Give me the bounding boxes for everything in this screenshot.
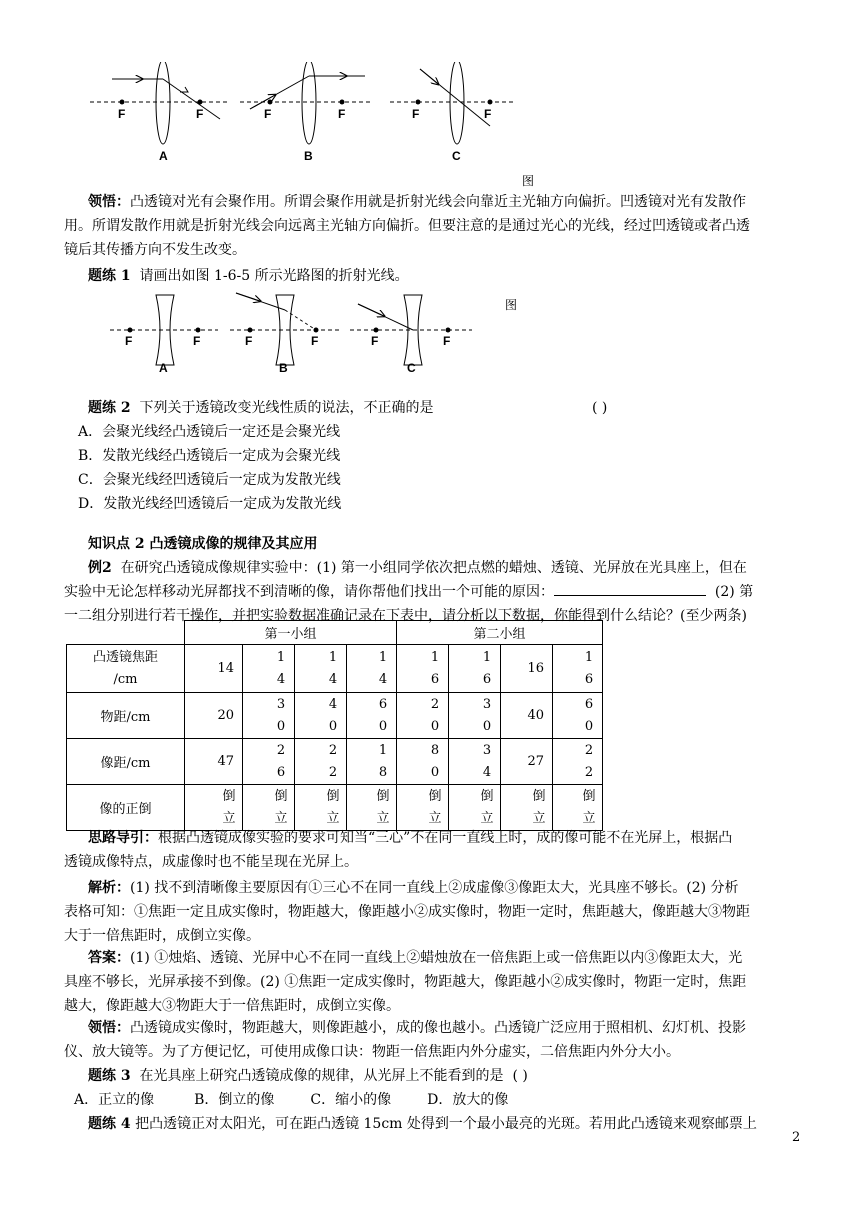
table-cell: 40: [295, 693, 347, 739]
guide-paragraph: 思路导引：根据凸透镜成像实验的要求可知当“三心”不在同一直线上时，成的像可能不在光屏上，根据凸 透镜成像特点，成虚像时也不能呈现在光屏上。: [64, 830, 733, 870]
exercise-label: 题练 1: [88, 268, 131, 284]
answer-blank[interactable]: [554, 580, 706, 596]
focus-label: F: [412, 107, 420, 121]
option-a: A．会聚光线经凸透镜后一定还是会聚光线: [78, 424, 341, 440]
table-cell: 18: [347, 739, 397, 785]
concave-lens-c: [350, 295, 472, 375]
insight-label: 领悟：: [88, 1020, 130, 1036]
exercise-3: 题练 3 在光具座上研究凸透镜成像的规律，从光屏上不能看到的是 ( ) A．正立的像 B．倒立的像 C．缩小的像 D．放大的像: [74, 1068, 528, 1108]
table-cell: 倒立: [185, 785, 243, 831]
row-header: 物距/cm: [67, 693, 185, 739]
table-cell: 14: [243, 645, 295, 693]
answer-paragraph: 答案：(1) ①烛焰、透镜、光屏中心不在同一直线上②蜡烛放在一倍焦距上或一倍焦距以内③像距太大，光 具座不够长，光屏承接不到像。(2) ①焦距一定成实像时，物距越大，像距越小②成实像时，物距一定时，焦距 越大，像距越大③物距大于一倍焦距时，成倒立实像。: [64, 950, 747, 1014]
answer-paren: ( ): [512, 1068, 528, 1084]
table-cell: 60: [347, 693, 397, 739]
figure-label-b: B: [279, 361, 288, 375]
option-d: D．发散光线经凹透镜后一定成为发散光线: [78, 496, 342, 512]
convex-lens-b: [240, 62, 372, 163]
convex-lens-figure: [80, 62, 540, 168]
experiment-table: [66, 620, 603, 831]
insight-paragraph: 领悟：凸透镜对光有会聚作用。所谓会聚作用就是折射光线会向靠近主光轴方向偏折。凹透镜对光有发散作 用。所谓发散作用就是折射光线会向远离主光轴方向偏折。但要注意的是通过光心的光线，经过凹透镜或者凸透 镜后其传播方向不发生改变。: [64, 194, 750, 258]
analysis-paragraph: 解析：(1) 找不到清晰像主要原因有①三心不在同一直线上②成虚像③像距太大，光具座不够长。(2) 分析 表格可知：①焦距一定且成实像时，物距越大，像距越小②成实像时，物距一定时，焦距越大，像距越大③物距 大于一倍焦距时，成倒立实像。: [64, 880, 750, 944]
figure-label-c: C: [407, 361, 416, 375]
figure-label-a: A: [159, 149, 168, 163]
page-number: 2: [792, 1130, 801, 1145]
row-header: 像距/cm: [67, 739, 185, 785]
answer-paren: ( ): [592, 400, 608, 416]
row-header: 凸透镜焦距 /cm: [67, 645, 185, 693]
focus-label: F: [371, 334, 379, 348]
table-row: [67, 645, 603, 693]
table-cell: 倒立: [553, 785, 603, 831]
table-cell: 40: [501, 693, 553, 739]
table-cell: 34: [449, 739, 501, 785]
group-1-header: 第一小组: [185, 621, 397, 645]
table-cell: 倒立: [243, 785, 295, 831]
focus-label: F: [193, 334, 201, 348]
concave-lens-figure: [100, 290, 480, 376]
table-cell: 30: [449, 693, 501, 739]
table-cell: 14: [347, 645, 397, 693]
table-cell: 倒立: [501, 785, 553, 831]
exercise-2: 题练 2 下列关于透镜改变光线性质的说法，不正确的是 ( ) A．会聚光线经凸透镜后一定还是会聚光线 B．发散光线经凸透镜后一定成为会聚光线 C．会聚光线经凹透镜后一定成为发散光线 D．发散光线经凹透镜后一定成为发散光线: [64, 396, 800, 516]
focus-label: F: [196, 107, 204, 121]
table-cell: 47: [185, 739, 243, 785]
figure-caption: 图: [505, 298, 518, 312]
option-a: A．正立的像: [74, 1092, 155, 1108]
table-cell: 14: [185, 645, 243, 693]
insight-label: 领悟：: [88, 194, 130, 210]
example-2: 例2 在研究凸透镜成像规律实验中：(1) 第一小组同学依次把点燃的蜡烛、透镜、光屏放在光具座上，但在 实验中无论怎样移动光屏都找不到清晰的像，请你帮他们找出一个可能的原因： (2) 第 一二组分别进行若干操作，并把实验数据准确记录在下表中，请分析以下数据，你能得到什么结论？(至少两条): [64, 560, 754, 624]
option-c: C．缩小的像: [310, 1092, 392, 1108]
table-cell: 倒立: [295, 785, 347, 831]
table-cell: 倒立: [449, 785, 501, 831]
table-cell: 27: [501, 739, 553, 785]
focus-label: F: [125, 334, 133, 348]
table-cell: 16: [397, 645, 449, 693]
option-c: C．会聚光线经凹透镜后一定成为发散光线: [78, 472, 341, 488]
table-cell: 26: [243, 739, 295, 785]
row-header: 像的正倒: [67, 785, 185, 831]
convex-lens-c: [390, 62, 514, 163]
table-cell: 30: [243, 693, 295, 739]
table-cell: 22: [553, 739, 603, 785]
answer-label: 答案：: [88, 950, 130, 966]
table-cell: 60: [553, 693, 603, 739]
option-b: B．发散光线经凸透镜后一定成为会聚光线: [78, 448, 341, 464]
focus-label: F: [311, 334, 319, 348]
focus-label: F: [484, 107, 492, 121]
figure-caption: 图: [522, 174, 535, 188]
figure-label-c: C: [452, 149, 461, 163]
convex-lens-a: [90, 62, 230, 163]
focus-label: F: [264, 107, 272, 121]
table-row: [67, 739, 603, 785]
example-label: 例2: [88, 560, 112, 576]
option-d: D．放大的像: [427, 1092, 509, 1108]
focus-label: F: [443, 334, 451, 348]
table-cell: 20: [185, 693, 243, 739]
insight-paragraph: 领悟：凸透镜成实像时，物距越大，则像距越小，成的像也越小。凸透镜广泛应用于照相机、幻灯机、投影 仪、放大镜等。为了方便记忆，可使用成像口诀：物距一倍焦距内外分虚实，二倍焦距内外分大小。: [64, 1020, 746, 1060]
concave-lens-b: [230, 293, 340, 375]
table-cell: 14: [295, 645, 347, 693]
focus-label: F: [118, 107, 126, 121]
exercise-1: 题练 1 请画出如图 1-6-5 所示光路图的折射光线。: [88, 268, 409, 284]
table-cell: 20: [397, 693, 449, 739]
table-row: [67, 693, 603, 739]
table-cell: 倒立: [397, 785, 449, 831]
exercise-label: 题练 2: [88, 400, 131, 416]
exercise-label: 题练 3: [88, 1068, 131, 1084]
table-cell: 16: [449, 645, 501, 693]
focus-label: F: [245, 334, 253, 348]
exercise-label: 题练 4: [88, 1116, 131, 1132]
section-title: 知识点 2 凸透镜成像的规律及其应用: [88, 536, 318, 552]
table-row: [67, 785, 603, 831]
exercise-4: 题练 4 把凸透镜正对太阳光，可在距凸透镜 15cm 处得到一个最小最亮的光斑。若用此凸透镜来观察邮票上: [88, 1116, 757, 1132]
option-b: B．倒立的像: [194, 1092, 275, 1108]
figure-label-a: A: [159, 361, 168, 375]
focus-label: F: [338, 107, 346, 121]
guide-label: 思路导引：: [88, 830, 158, 846]
analysis-label: 解析：: [88, 880, 130, 896]
group-2-header: 第二小组: [397, 621, 603, 645]
table-cell: 16: [501, 645, 553, 693]
table-cell: 倒立: [347, 785, 397, 831]
table-cell: 16: [553, 645, 603, 693]
figure-label-b: B: [304, 149, 313, 163]
table-cell: 80: [397, 739, 449, 785]
concave-lens-a: [110, 295, 218, 375]
table-cell: 22: [295, 739, 347, 785]
